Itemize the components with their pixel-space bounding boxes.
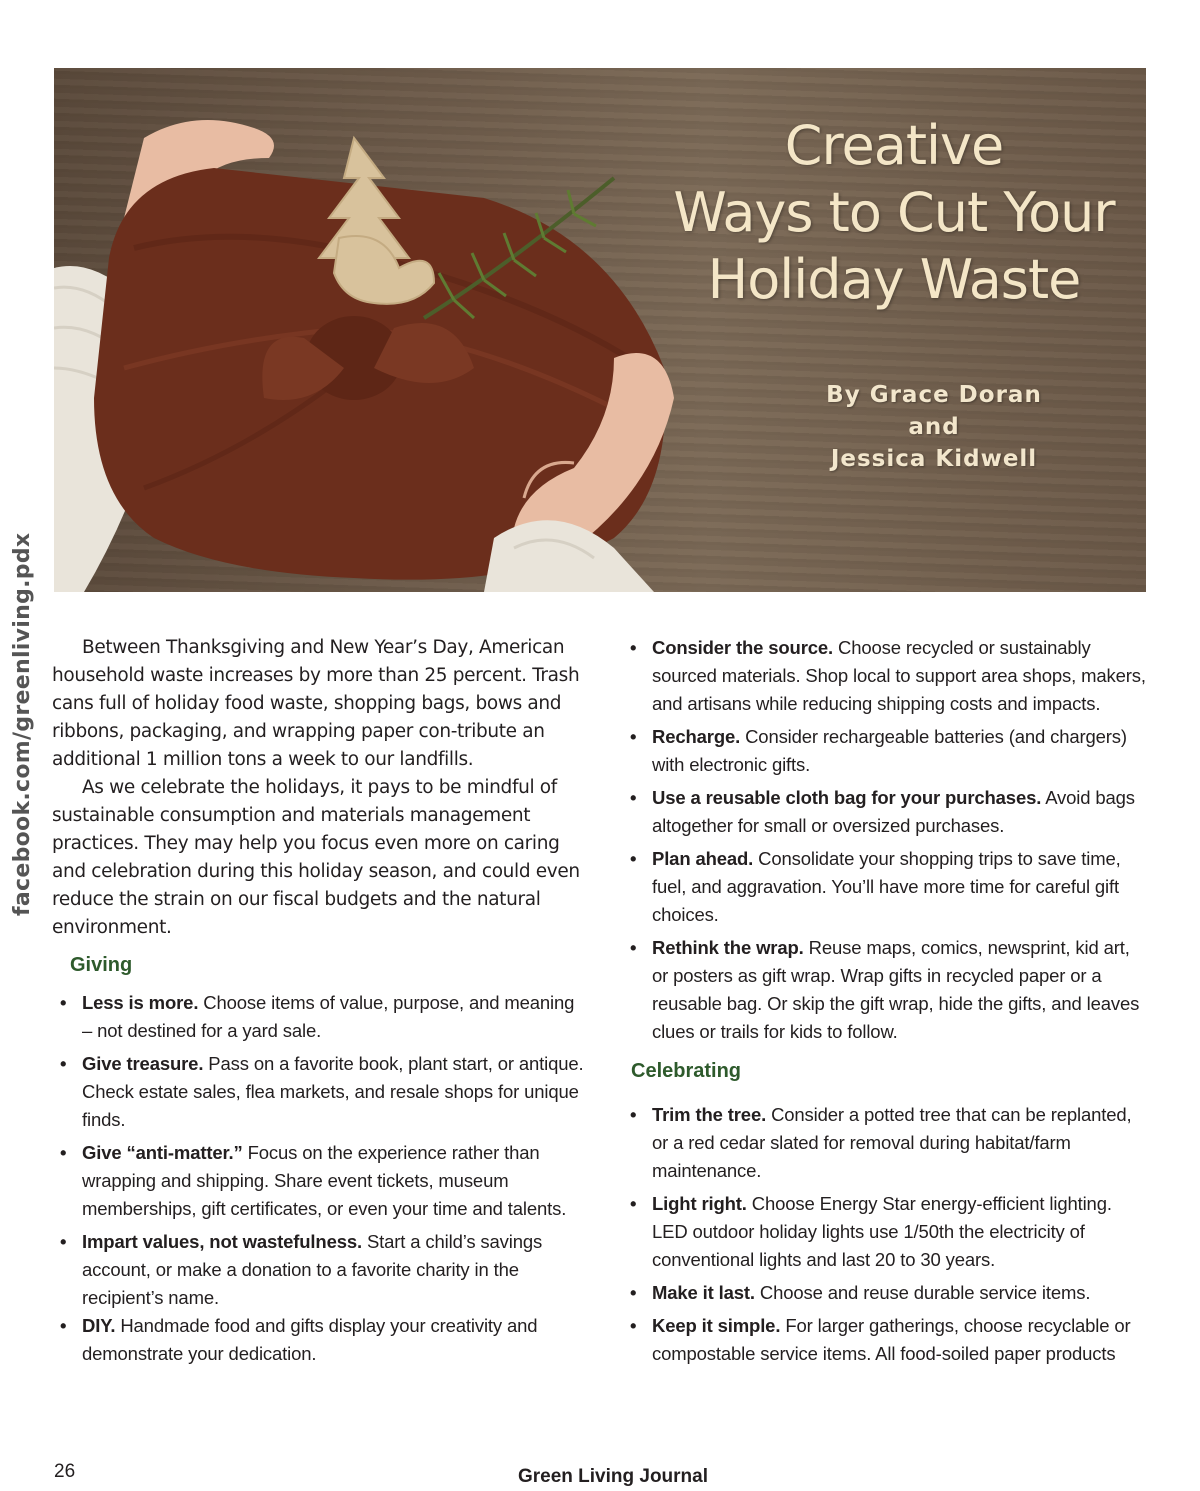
celebrating-list — [622, 1101, 1150, 1368]
byline-line-2: and — [908, 414, 960, 440]
bullet: • — [630, 848, 637, 869]
item-text: Consider rechargeable batteries (and chargers) with electronic gifts. — [652, 726, 1127, 775]
bullet: • — [630, 1104, 637, 1125]
item-lead: DIY. — [82, 1315, 116, 1336]
left-column — [52, 634, 588, 1368]
list-item — [622, 1190, 1150, 1274]
item-text: Choose items of value, purpose, and meaning – not destined for a yard sale. — [82, 992, 575, 1041]
item-lead: Give “anti-matter.” — [82, 1142, 243, 1163]
giving-heading: Giving — [70, 954, 133, 976]
bullet: • — [630, 787, 637, 808]
celebrating-heading: Celebrating — [631, 1060, 742, 1082]
list-item — [622, 1312, 1150, 1368]
item-lead: Impart values, not wastefulness. — [82, 1231, 362, 1252]
item-lead: Use a reusable cloth bag for your purchases. — [652, 787, 1042, 808]
item-lead: Less is more. — [82, 992, 199, 1013]
bullet: • — [60, 1053, 67, 1074]
item-lead: Trim the tree. — [652, 1104, 767, 1125]
item-text: Avoid bags altogether for small or oversized purchases. — [652, 787, 1135, 836]
item-text: Choose and reuse durable service items. — [754, 1282, 1091, 1303]
list-item — [622, 845, 1150, 929]
bullet: • — [60, 992, 67, 1013]
hero-image — [54, 68, 1146, 592]
item-text: Consider a potted tree that can be replanted, or a red cedar slated for removal during habitat/farm maintenance. — [652, 1104, 1132, 1181]
bullet: • — [630, 1193, 637, 1214]
list-item — [622, 934, 1150, 1046]
item-text: Choose recycled or sustainably sourced materials. Shop local to support area shops, makers, and artisans while reducing shipping costs and impacts. — [652, 637, 1146, 714]
list-item — [52, 1312, 588, 1368]
page-number: 26 — [54, 1461, 76, 1482]
item-text: Consolidate your shopping trips to save time, fuel, and aggravation. You’ll have more time for careful gift choices. — [652, 848, 1121, 925]
list-item — [52, 1139, 588, 1223]
list-item — [622, 784, 1150, 840]
bullet: • — [630, 1282, 637, 1303]
item-text: Start a child’s savings account, or make a donation to a favorite charity in the recipient’s name. — [82, 1231, 543, 1308]
article-title — [644, 112, 1144, 313]
item-text: Pass on a favorite book, plant start, or antique. Check estate sales, flea markets, and resale shops for unique finds. — [82, 1053, 584, 1130]
item-lead: Consider the source. — [652, 637, 834, 658]
list-item — [52, 989, 588, 1045]
list-item — [52, 1228, 588, 1312]
title-line-3: Holiday Waste — [707, 248, 1081, 311]
item-text: Handmade food and gifts display your creativity and demonstrate your dedication. — [82, 1315, 538, 1364]
item-text: Focus on the experience rather than wrapping and shipping. Share event tickets, museum memberships, gift certificates, or even your time and talents. — [82, 1142, 567, 1219]
byline-line-1: By Grace Doran — [826, 382, 1042, 408]
title-line-2: Ways to Cut Your — [673, 181, 1115, 244]
item-lead: Make it last. — [652, 1282, 755, 1303]
item-lead: Light right. — [652, 1193, 747, 1214]
shopping-list — [622, 634, 1150, 1046]
bullet: • — [630, 1315, 637, 1336]
bullet: • — [630, 726, 637, 747]
giving-list — [52, 989, 588, 1368]
intro-paragraph-2: As we celebrate the holidays, it pays to be mindful of sustainable consumption and materials management practices. They may help you focus even more on caring and celebration during this holiday season, and could even reduce the strain on our fiscal budgets and the natural environment. — [52, 777, 580, 938]
bullet: • — [630, 937, 637, 958]
item-text: Reuse maps, comics, newsprint, kid art, or posters as gift wrap. Wrap gifts in recycled paper or a reusable bag. Or skip the gift wrap, hide the gifts, and leaves clues or trails for kids to follow. — [652, 937, 1140, 1042]
item-text: For larger gatherings, choose recyclable or compostable service items. All food-soiled paper products — [652, 1315, 1131, 1364]
item-lead: Keep it simple. — [652, 1315, 781, 1336]
bullet: • — [60, 1231, 67, 1252]
item-lead: Plan ahead. — [652, 848, 754, 869]
item-lead: Give treasure. — [82, 1053, 204, 1074]
item-lead: Rethink the wrap. — [652, 937, 804, 958]
item-lead: Recharge. — [652, 726, 741, 747]
intro-paragraph-1: Between Thanksgiving and New Year’s Day, American household waste increases by more than 25 percent. Trash cans full of holiday food waste, shopping bags, bows and ribbons, packaging, and wrapping paper con-tribute an additional 1 million tons a week to our landfills. — [52, 637, 580, 770]
journal-name: Green Living Journal — [517, 1466, 709, 1487]
right-column — [622, 634, 1150, 1368]
list-item — [622, 1101, 1150, 1185]
item-text: Choose Energy Star energy-efficient lighting. LED outdoor holiday lights use 1/50th the electricity of conventional lights and last 20 to 30 years. — [652, 1193, 1112, 1270]
list-item — [622, 634, 1150, 718]
bullet: • — [60, 1315, 67, 1336]
list-item — [52, 1050, 588, 1134]
bullet: • — [60, 1142, 67, 1163]
list-item — [622, 723, 1150, 779]
byline — [754, 379, 1114, 475]
byline-line-3: Jessica Kidwell — [830, 446, 1038, 472]
bullet: • — [630, 637, 637, 658]
list-item — [622, 1279, 1150, 1307]
title-line-1: Creative — [784, 114, 1004, 177]
side-url: facebook.com/greenliving.pdx — [10, 532, 35, 916]
